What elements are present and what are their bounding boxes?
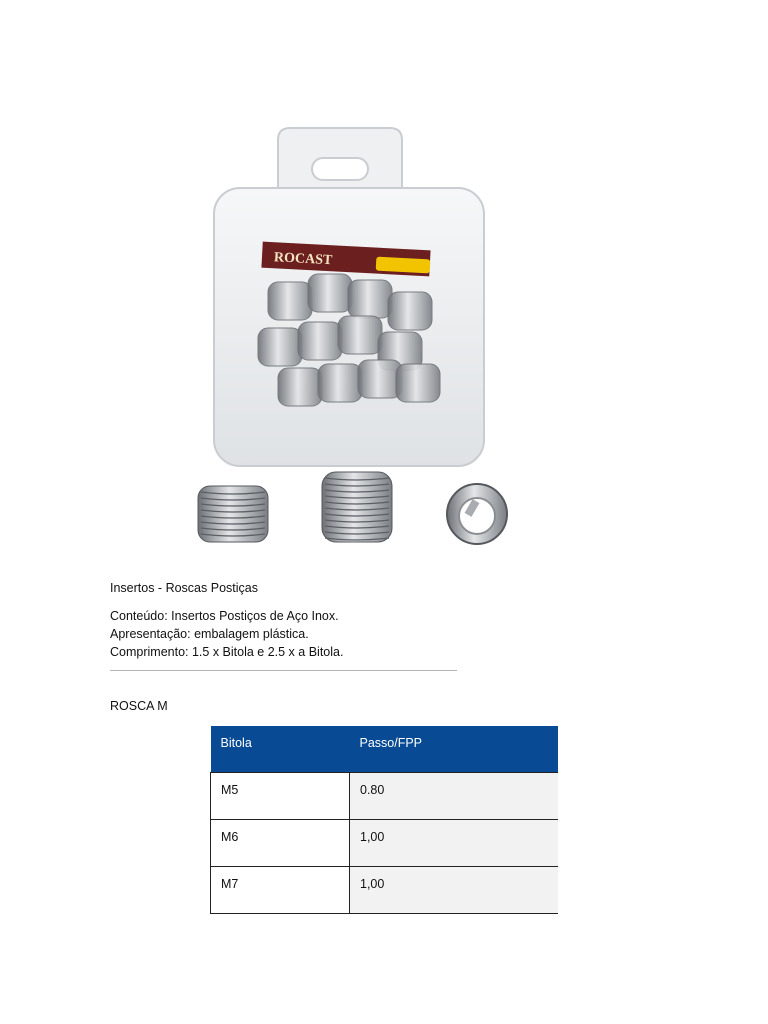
divider (110, 670, 457, 671)
table-cell: M5 (211, 773, 350, 820)
table-cell: M6 (211, 820, 350, 867)
table-cell: 1,00 (350, 820, 559, 867)
description-line: Apresentação: embalagem plástica. (110, 627, 309, 641)
product-description (110, 607, 343, 661)
coil-middle (322, 472, 392, 542)
table-cell: M7 (211, 867, 350, 914)
brand-label: ROCAST (273, 250, 333, 269)
table-cell: 1,00 (350, 867, 559, 914)
column-header-bitola: Bitola (211, 726, 350, 773)
coil-left (198, 486, 268, 542)
description-line: Conteúdo: Insertos Postiços de Aço Inox. (110, 609, 339, 623)
coil-pile (258, 274, 440, 406)
product-title: Insertos - Roscas Postiças (110, 581, 258, 595)
coil-right (447, 484, 507, 544)
spec-table (210, 726, 558, 914)
column-header-passo: Passo/FPP (350, 726, 559, 773)
description-line: Comprimento: 1.5 x Bitola e 2.5 x a Bitola. (110, 645, 344, 659)
table-row (211, 867, 559, 914)
table-header-row (211, 726, 559, 773)
table-row (211, 820, 559, 867)
product-image (180, 120, 520, 560)
section-title: ROSCA M (110, 699, 168, 713)
table-row (211, 773, 559, 820)
table-cell: 0.80 (350, 773, 559, 820)
